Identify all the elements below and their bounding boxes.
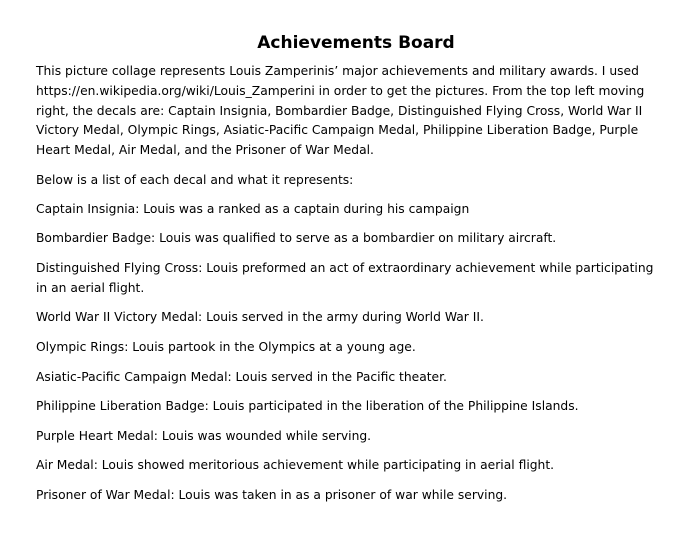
decal-list bbox=[36, 200, 662, 506]
decal-item-distinguished-flying-cross: Distinguished Flying Cross: Louis preformed an act of extraordinary achievement while participating in an aerial flight. bbox=[36, 260, 654, 295]
decal-item-ww2-victory-medal: World War II Victory Medal: Louis served in the army during World War II. bbox=[36, 310, 484, 325]
decal-item-air-medal: Air Medal: Louis showed meritorious achievement while participating in aerial flight. bbox=[36, 458, 555, 473]
decal-item-purple-heart-medal: Purple Heart Medal: Louis was wounded while serving. bbox=[36, 428, 372, 443]
decal-item-philippine-liberation-badge: Philippine Liberation Badge: Louis participated in the liberation of the Philippine Islands. bbox=[36, 399, 579, 414]
decal-item-olympic-rings: Olympic Rings: Louis partook in the Olympics at a young age. bbox=[36, 339, 416, 354]
decal-item-asiatic-pacific-medal: Asiatic-Pacific Campaign Medal: Louis served in the Pacific theater. bbox=[36, 369, 447, 384]
intro-paragraph: This picture collage represents Louis Zamperinis’ major achievements and military awards. I used https://en.wikipedia.org/wiki/Louis_Zamperini in order to get the pictures. From the top left moving right, the decals are: Captain Insignia, Bombardier Badge, Distinguished Flying Cross, World War II Victory Medal, Olympic Rings, Asiatic-Pacific Campaign Medal, Philippine Liberation Badge, Purple Heart Medal, Air Medal, and the Prisoner of War Medal. bbox=[36, 64, 645, 158]
decal-item-bombardier-badge: Bombardier Badge: Louis was qualified to serve as a bombardier on military aircraft. bbox=[36, 231, 557, 246]
decal-item-captain-insignia: Captain Insignia: Louis was a ranked as a captain during his campaign bbox=[36, 201, 470, 216]
list-heading: Below is a list of each decal and what it represents: bbox=[36, 172, 354, 187]
decal-item-prisoner-of-war-medal: Prisoner of War Medal: Louis was taken in as a prisoner of war while serving. bbox=[36, 487, 508, 502]
document-title: Achievements Board bbox=[257, 33, 455, 53]
